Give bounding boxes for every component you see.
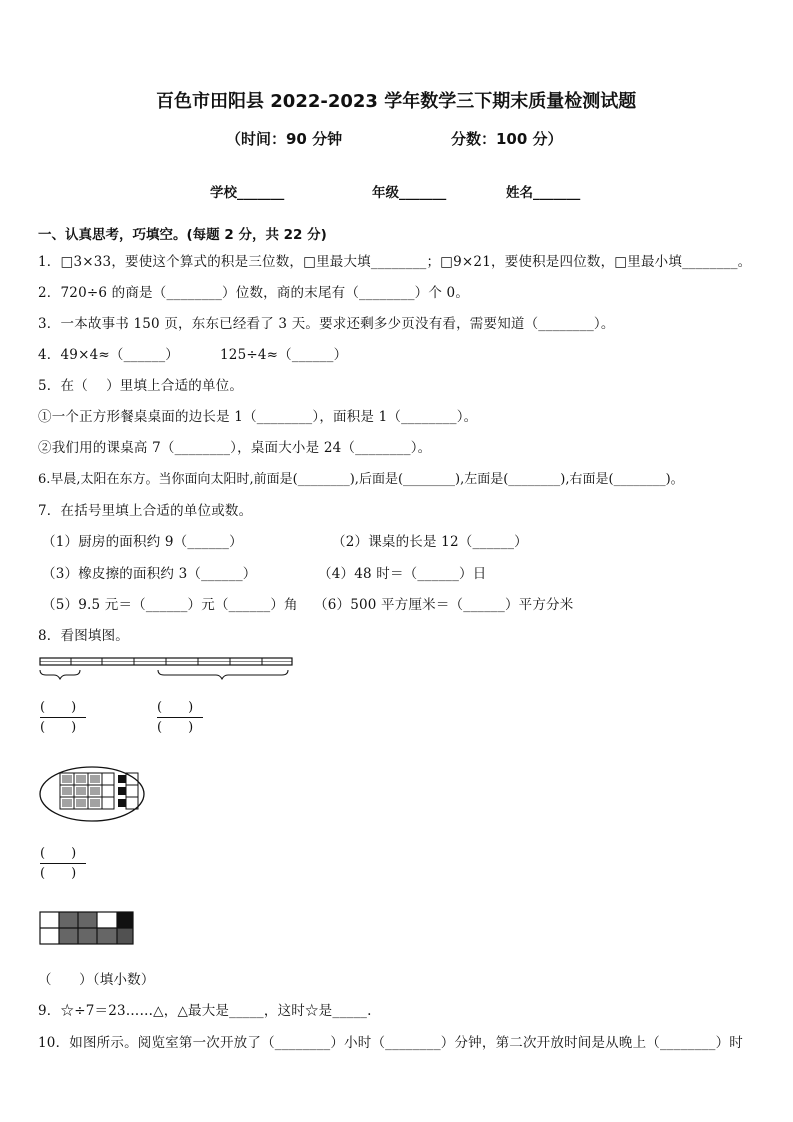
question-7-1: （1）厨房的面积约 9（______） xyxy=(42,534,243,550)
page-title: 百色市田阳县 2022-2023 学年数学三下期末质量检测试题 xyxy=(156,91,637,112)
oval-grid-figure xyxy=(38,764,148,824)
question-8: 8．看图填图。 xyxy=(38,628,129,644)
fraction-numerator: ( ) xyxy=(40,700,77,715)
question-5: 5．在（ ）里填上合适的单位。 xyxy=(38,378,244,394)
fraction-denominator: ( ) xyxy=(40,866,77,881)
question-7-3: （3）橡皮擦的面积约 3（______） xyxy=(42,566,257,582)
question-10: 10．如图所示。阅览室第一次开放了（________）小时（________）分钟，第二次开放时间是从晚上（________）时 xyxy=(38,1035,743,1051)
school-field: 学校_______ xyxy=(210,185,285,201)
segment-bar-figure xyxy=(36,652,298,686)
section-heading: 一、认真思考，巧填空。(每题 2 分，共 22 分) xyxy=(38,227,327,243)
fraction-numerator: ( ) xyxy=(40,846,77,861)
fraction-bar xyxy=(40,717,86,718)
fraction-answer-3 xyxy=(40,846,86,882)
grade-field: 年级_______ xyxy=(372,185,447,201)
question-2: 2．720÷6 的商是（________）位数，商的末尾有（________）个 0。 xyxy=(38,285,470,301)
fraction-bar xyxy=(40,863,86,864)
shaded-grid-figure xyxy=(38,910,138,948)
fraction-bar xyxy=(157,717,203,718)
question-6: 6.早晨,太阳在东方。当你面向太阳时,前面是(________),后面是(________),左面是(________),右面是(________)。 xyxy=(38,472,684,487)
question-4a: 4．49×4≈（______） xyxy=(38,347,179,363)
question-3: 3．一本故事书 150 页，东东已经看了 3 天。要求还剩多少页没有看，需要知道（________）。 xyxy=(38,316,615,332)
question-8-note: （ ）（填小数） xyxy=(38,972,155,988)
question-7-6: （6）500 平方厘米＝（______）平方分米 xyxy=(314,597,574,613)
exam-time: （时间：90 分钟 xyxy=(226,130,343,148)
fraction-answer-1 xyxy=(40,700,86,736)
question-5a: ①一个正方形餐桌桌面的边长是 1（________），面积是 1（________）。 xyxy=(38,409,478,425)
fraction-denominator: ( ) xyxy=(40,720,77,735)
question-4b: 125÷4≈（______） xyxy=(220,347,348,363)
fraction-answer-2 xyxy=(157,700,203,736)
question-7-4: （4）48 时＝（______）日 xyxy=(318,566,487,582)
fraction-denominator: ( ) xyxy=(157,720,194,735)
question-9: 9．☆÷7＝23……△，△最大是_____，这时☆是_____. xyxy=(38,1003,372,1019)
name-field: 姓名_______ xyxy=(506,185,581,201)
question-1: 1．□3×33，要使这个算式的积是三位数，□里最大填________；□9×21，要使积是四位数，□里最小填________。 xyxy=(38,254,752,270)
question-5b: ②我们用的课桌高 7（________），桌面大小是 24（________）。 xyxy=(38,440,432,456)
fraction-numerator: ( ) xyxy=(157,700,194,715)
question-7-5: （5）9.5 元＝（______）元（______）角 xyxy=(42,597,298,613)
exam-score: 分数：100 分） xyxy=(451,130,563,148)
question-7: 7．在括号里填上合适的单位或数。 xyxy=(38,503,253,519)
question-7-2: （2）课桌的长是 12（______） xyxy=(332,534,528,550)
